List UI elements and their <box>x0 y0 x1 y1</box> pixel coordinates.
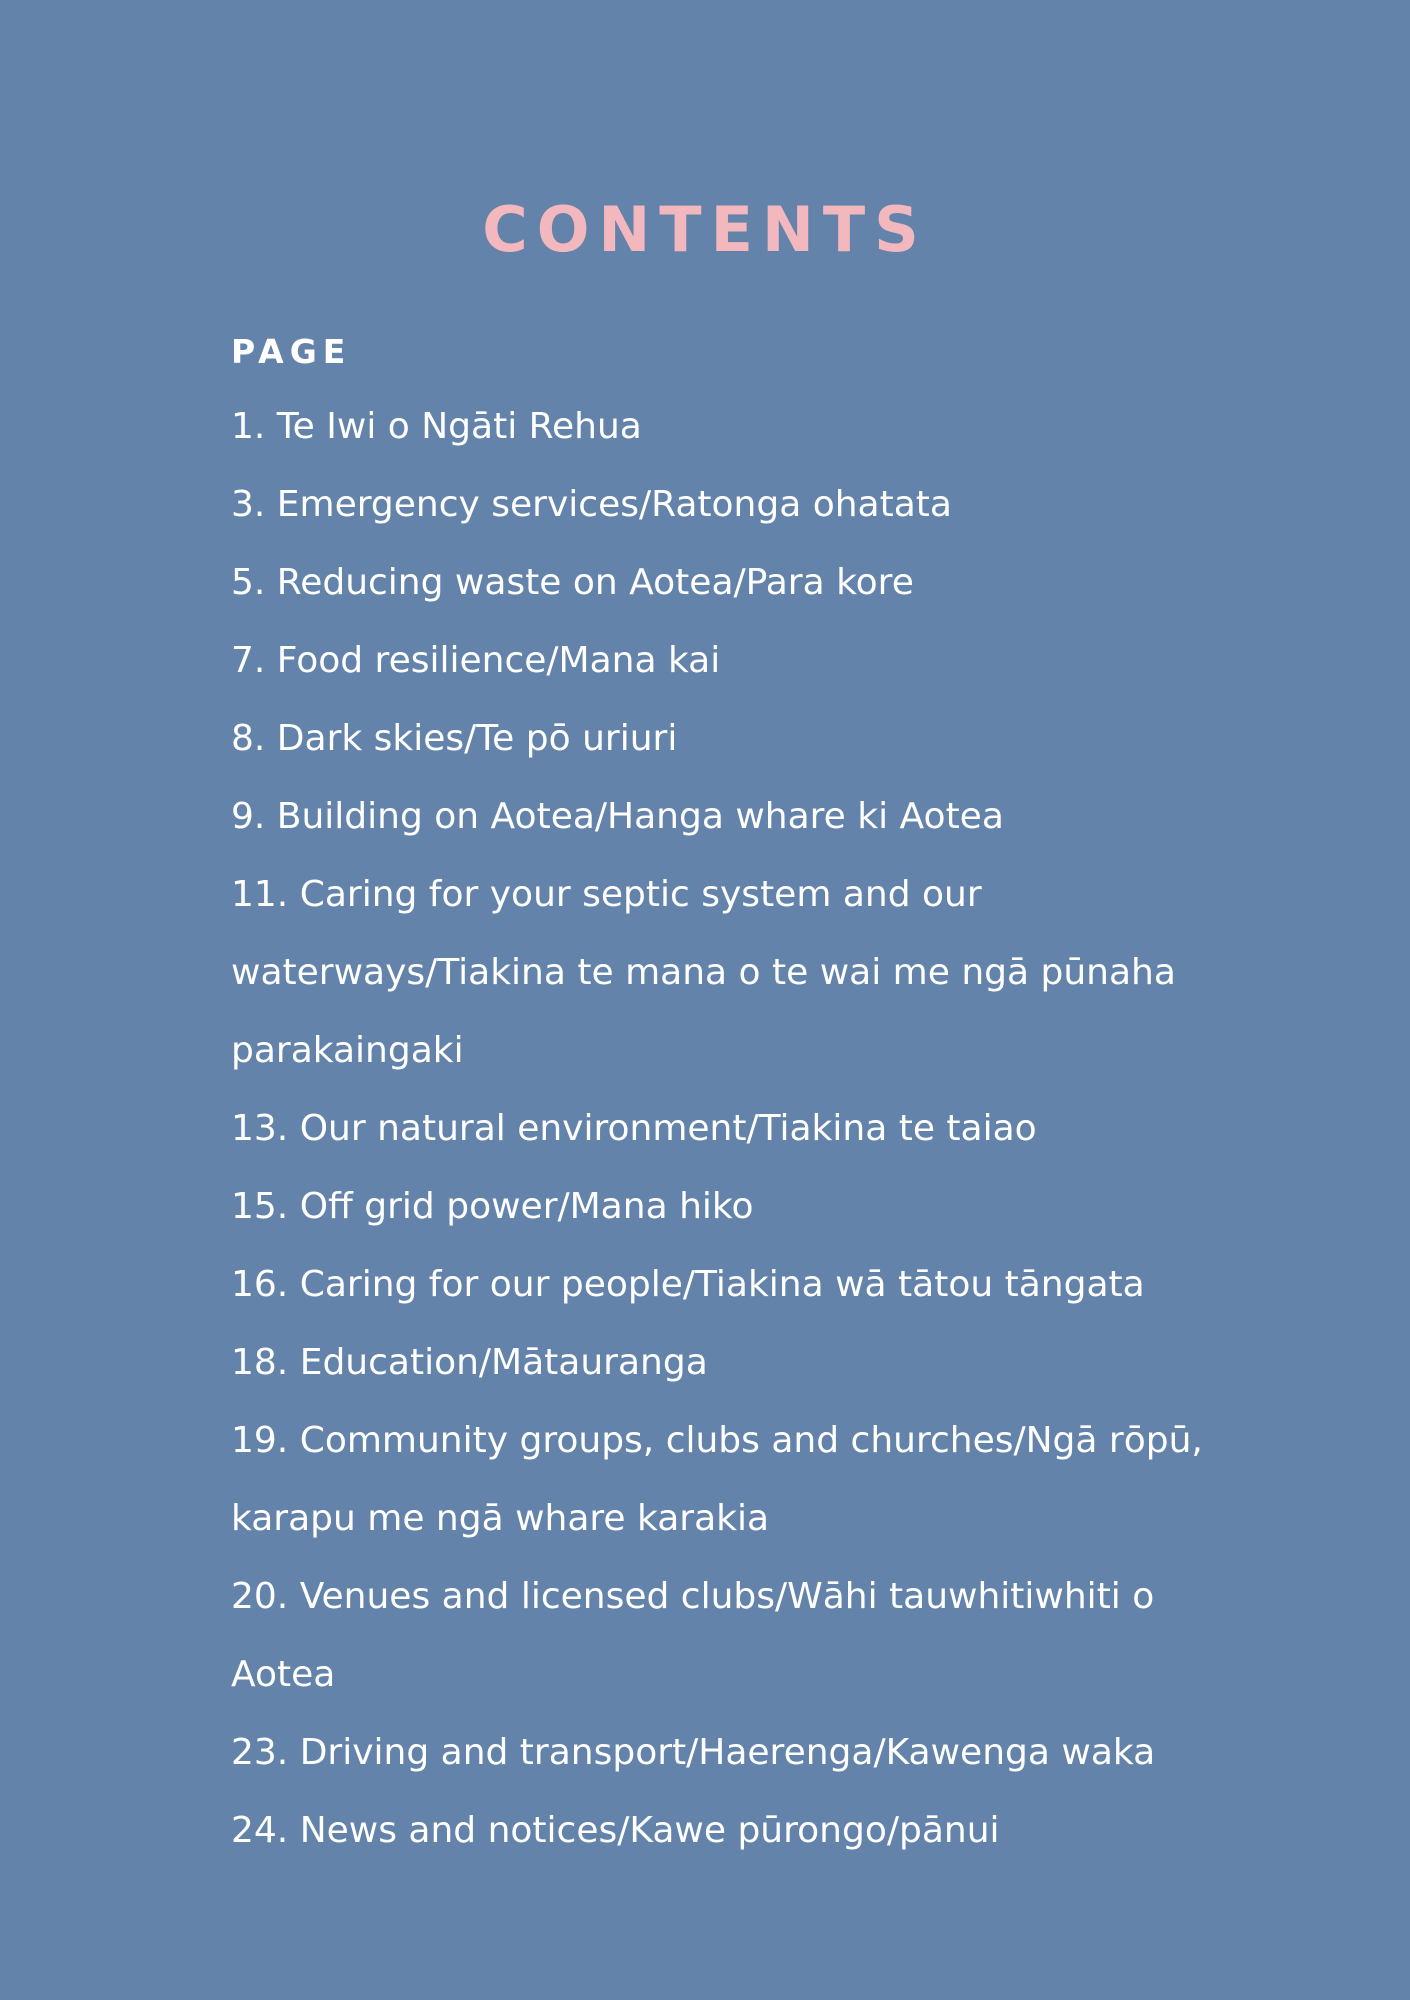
toc-entry-venues-line-1: 20. Venues and licensed clubs/Wāhi tauwhitiwhiti o <box>231 1576 1155 1617</box>
toc-entry-venues-line-2: Aotea <box>231 1654 336 1695</box>
toc-entry-natural-environment: 13. Our natural environment/Tiakina te taiao <box>231 1108 1037 1149</box>
toc-entry-septic-line-1: 11. Caring for your septic system and our <box>231 874 982 915</box>
toc-entry-community-groups-line-1: 19. Community groups, clubs and churches/Ngā rōpū, <box>231 1420 1203 1461</box>
toc-entry-septic-line-3: parakaingaki <box>231 1030 464 1071</box>
toc-entry-community-groups-line-2: karapu me ngā whare karakia <box>231 1498 770 1539</box>
toc-entry-caring-for-people: 16. Caring for our people/Tiakina wā tātou tāngata <box>231 1264 1145 1305</box>
page-title: CONTENTS <box>482 193 928 266</box>
toc-entry-food-resilience: 7. Food resilience/Mana kai <box>231 640 721 681</box>
toc-entry-emergency-services: 3. Emergency services/Ratonga ohatata <box>231 484 952 525</box>
toc-entry-news-notices: 24. News and notices/Kawe pūrongo/pānui <box>231 1810 1000 1851</box>
toc-entry-septic-line-2: waterways/Tiakina te mana o te wai me ngā pūnaha <box>231 952 1176 993</box>
contents-list <box>231 388 1251 1870</box>
toc-entry-building: 9. Building on Aotea/Hanga whare ki Aotea <box>231 796 1004 837</box>
toc-entry-driving-transport: 23. Driving and transport/Haerenga/Kawenga waka <box>231 1732 1156 1773</box>
page-column-label: PAGE <box>231 332 352 371</box>
toc-entry-te-iwi: 1. Te Iwi o Ngāti Rehua <box>231 406 642 447</box>
toc-entry-education: 18. Education/Mātauranga <box>231 1342 708 1383</box>
toc-entry-off-grid-power: 15. Off grid power/Mana hiko <box>231 1186 754 1227</box>
toc-entry-reducing-waste: 5. Reducing waste on Aotea/Para kore <box>231 562 914 603</box>
toc-entry-dark-skies: 8. Dark skies/Te pō uriuri <box>231 718 678 759</box>
